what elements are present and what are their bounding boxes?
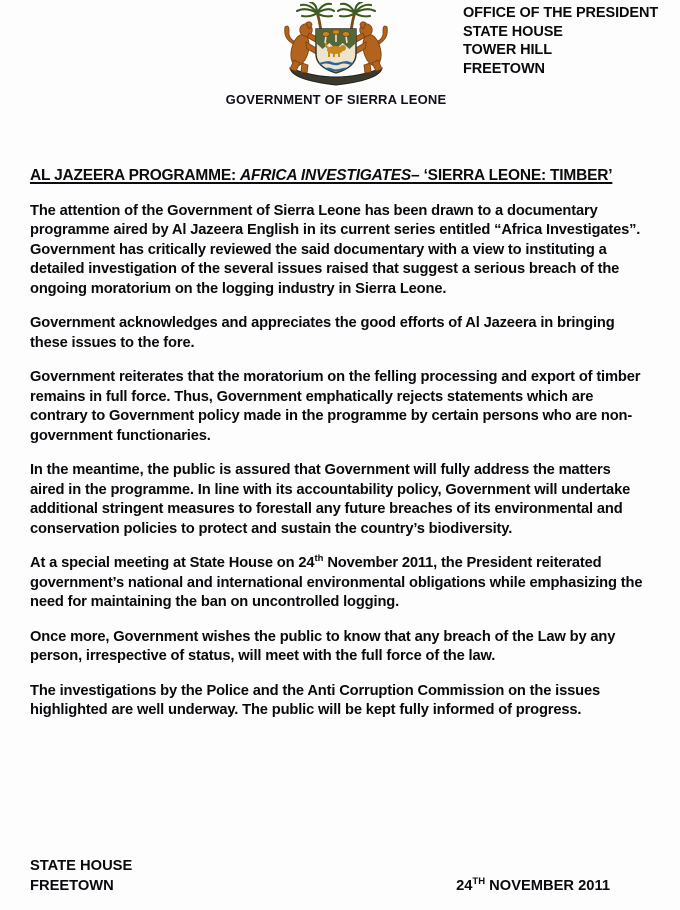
coat-of-arms-sierra-leone-icon [276, 2, 396, 94]
title-programme-name: AFRICA INVESTIGATES [240, 167, 412, 184]
footer-date [456, 877, 610, 897]
body-paragraph-acknowledgement: Government acknowledges and appreciates the good efforts of Al Jazeera in bringing these issues to the fore. [30, 315, 615, 351]
emblem-caption: GOVERNMENT OF SIERRA LEONE [225, 92, 447, 107]
document-title [30, 166, 642, 187]
body-paragraph-moratorium: Government reiterates that the moratorium on the felling processing and export of timber remains in full force. Thus, Government emphatically rejects statements which are contrary to Government policy made in the programme by certain persons who are non-government functionaries. [30, 369, 641, 444]
body-paragraph-assurance: In the meantime, the public is assured that Government will fully address the matters aired in the programme. In line with its accountability policy, Government will undertake additional stringent measures to forestall any future breaches of its environmental and conservation policies to protect and sustain the country’s biodiversity. [30, 462, 631, 537]
body-paragraph-investigations: The investigations by the Police and the Anti Corruption Commission on the issues highlighted are well underway. The public will be kept fully informed of progress. [30, 682, 600, 718]
palm-fronds [297, 2, 375, 16]
body-paragraph-attention: The attention of the Government of Sierra Leone has been drawn to a documentary programme aired by Al Jazeera English in its current series entitled “Africa Investigates”. Government has critically reviewed the said documentary with a view to instituting a detailed investigation of the several issues raised that suggest a serious breach of the ongoing moratorium on the logging industry in Sierra Leone. [30, 202, 641, 297]
date-day: 24 [456, 877, 473, 894]
p5-text-after: November 2011, the President reiterated government’s national and international environmental obligations while emphasizing the need for maintaining the ban on uncontrolled logging. [30, 555, 643, 610]
title-suffix: – ‘SIERRA LEONE: TIMBER’ [411, 167, 613, 184]
footer-place-line: STATE HOUSE [30, 858, 133, 874]
footer-place-line: FREETOWN [30, 877, 114, 894]
lion-rampant-left [285, 22, 319, 73]
title-prefix: AL JAZEERA PROGRAMME: [30, 167, 241, 184]
office-address-line: OFFICE OF THE PRESIDENT [463, 5, 659, 21]
date-rest: NOVEMBER 2011 [485, 877, 610, 894]
office-address-line: FREETOWN [463, 60, 545, 77]
office-address-line: STATE HOUSE [463, 23, 563, 40]
office-address-line: TOWER HILL [463, 42, 552, 58]
p5-text-before: At a special meeting at State House on 24 [30, 555, 315, 571]
letterhead [0, 0, 680, 124]
footer-place [30, 857, 132, 896]
office-address [463, 4, 658, 78]
lion-rampant-right [353, 22, 387, 73]
body-paragraph-state-house-meeting [30, 554, 646, 613]
body-paragraph-warning: Once more, Government wishes the public to know that any breach of the Law by any person, irrespective of status, will meet with the full force of the law. [30, 628, 616, 664]
document-body [30, 124, 646, 721]
date-ordinal-superscript: TH [472, 875, 486, 887]
document-footer [30, 857, 646, 898]
p5-ordinal-superscript: th [314, 553, 324, 565]
